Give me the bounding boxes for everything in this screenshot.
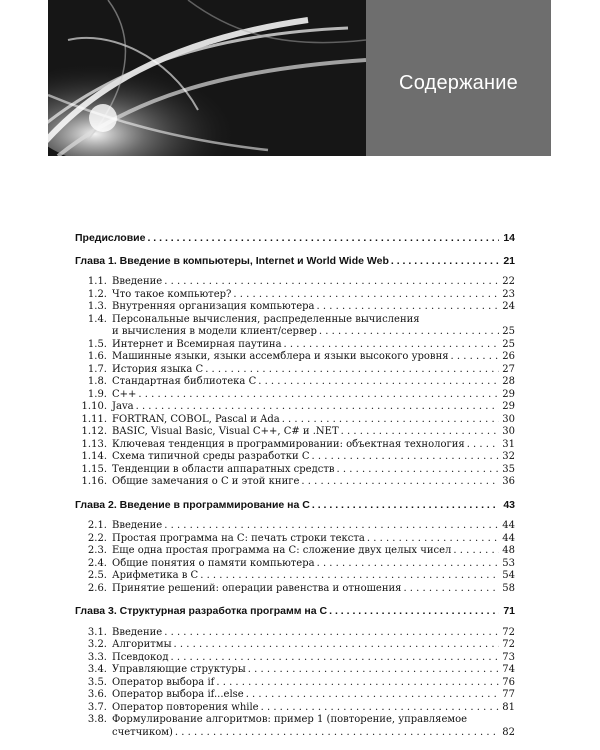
section-page-number: 23: [502, 288, 515, 300]
dot-leader: [282, 414, 499, 427]
dot-leader: [319, 326, 499, 339]
toc-section-entry[interactable]: [75, 301, 515, 314]
section-number: 3.6.: [87, 689, 107, 700]
section-title-continuation: и вычисления в модели клиент/сервер: [112, 326, 317, 337]
toc-section-entry[interactable]: [75, 451, 515, 464]
toc-section-entry[interactable]: [75, 702, 515, 715]
chapter-title: Глава 3. Структурная разработка программ на С: [75, 605, 328, 617]
section-title: Оператор повторения while: [112, 701, 259, 713]
toc-section-entry[interactable]: [75, 364, 515, 377]
section-page-number: 81: [502, 701, 515, 713]
dot-leader: [164, 627, 499, 640]
section-page-number: 26: [502, 351, 515, 362]
dot-leader: [246, 689, 499, 702]
toc-section-entry[interactable]: [75, 389, 515, 402]
dot-leader: [317, 301, 499, 314]
section-title: Оператор выбора if...else: [112, 689, 244, 700]
section-title: Введение: [112, 520, 163, 531]
section-number: 1.14.: [81, 451, 107, 462]
section-page-number: 29: [502, 401, 515, 412]
toc-section-entry[interactable]: [75, 314, 515, 327]
dot-leader: [341, 426, 499, 439]
toc-section-entry[interactable]: [75, 583, 515, 596]
toc-section-entry[interactable]: [75, 689, 515, 702]
section-title: C++: [112, 388, 137, 400]
toc-section-entry[interactable]: [75, 376, 515, 389]
section-title: Внутренняя организация компьютера: [112, 301, 315, 312]
section-page-number: 25: [502, 326, 515, 337]
section-page-number: 30: [502, 426, 515, 437]
section-title: Простая программа на С: печать строки текста: [112, 532, 365, 544]
toc-section-entry[interactable]: [75, 652, 515, 665]
section-number: 2.5.: [87, 570, 107, 581]
toc-section-entry[interactable]: [75, 664, 515, 677]
toc-section-entry[interactable]: [75, 627, 515, 640]
section-number: 3.4.: [87, 664, 107, 675]
section-number: 1.4.: [87, 313, 107, 325]
section-page-number: 82: [502, 726, 515, 738]
toc-section-entry[interactable]: [75, 351, 515, 364]
section-number: 1.6.: [87, 351, 107, 362]
section-page-number: 77: [502, 689, 515, 700]
section-page-number: 32: [502, 451, 515, 462]
dot-leader: [164, 276, 499, 289]
section-number: 1.1.: [87, 276, 107, 287]
dot-leader: [248, 664, 499, 677]
toc-section-entry[interactable]: [75, 339, 515, 352]
section-title: Java: [112, 401, 134, 412]
section-title: Общие понятия о памяти компьютера: [112, 557, 315, 569]
chapter-title: Глава 2. Введение в программирование на С: [75, 498, 310, 511]
toc-page-number: 14: [503, 232, 515, 244]
section-title: Интернет и Всемирная паутина: [112, 338, 282, 350]
section-page-number: 44: [502, 532, 515, 544]
section-title: Псевдокод: [112, 651, 169, 663]
toc-section-entry[interactable]: [75, 520, 515, 533]
toc-entry-title: Предисловие: [75, 232, 146, 244]
dot-leader: [205, 364, 499, 377]
section-title: Машинные языки, языки ассемблера и языки высокого уровня: [112, 351, 449, 362]
toc-chapter-heading[interactable]: [75, 255, 515, 268]
section-number: 1.2.: [87, 288, 107, 300]
dot-leader: [312, 499, 499, 512]
section-page-number: 74: [502, 664, 515, 675]
toc-section-entry[interactable]: [75, 533, 515, 546]
chapter-page-number: 43: [503, 498, 515, 511]
toc-chapter-heading[interactable]: [75, 605, 515, 618]
dot-leader: [337, 464, 499, 477]
section-number: 1.16.: [81, 476, 107, 487]
section-page-number: 44: [502, 520, 515, 531]
section-title: Алгоритмы: [112, 639, 172, 650]
section-number: 3.1.: [87, 626, 107, 638]
section-number: 1.10.: [81, 401, 107, 412]
toc-section-entry[interactable]: [75, 558, 515, 571]
section-title: Введение: [112, 626, 163, 638]
dot-leader: [451, 351, 499, 364]
toc-section-entry[interactable]: [75, 639, 515, 652]
section-page-number: 35: [502, 463, 515, 475]
dot-leader: [175, 727, 499, 740]
section-number: 3.7.: [87, 701, 107, 713]
toc-section-entry[interactable]: [75, 570, 515, 583]
section-page-number: 22: [502, 276, 515, 287]
table-of-contents: [75, 232, 515, 739]
section-page-number: 48: [502, 545, 515, 556]
section-number: 1.15.: [81, 463, 107, 475]
section-title: Введение: [112, 276, 163, 287]
section-page-number: 72: [502, 626, 515, 638]
section-title: Формулирование алгоритмов: пример 1 (повторение, управляемое: [112, 714, 468, 725]
toc-section-entry[interactable]: [75, 401, 515, 414]
toc-section-entry[interactable]: [75, 464, 515, 477]
section-title: Тенденции в области аппаратных средств: [112, 463, 335, 475]
section-title: Принятие решений: операции равенства и отношения: [112, 582, 402, 594]
dot-leader: [200, 570, 499, 583]
section-number: 3.5.: [87, 676, 107, 688]
toc-chapter-heading[interactable]: [75, 499, 515, 512]
section-title: Что такое компьютер?: [112, 288, 232, 300]
section-title-continuation: счетчиком): [112, 726, 173, 738]
section-page-number: 73: [502, 651, 515, 663]
section-title: Персональные вычисления, распределенные вычисления: [112, 313, 420, 325]
section-number: 2.3.: [87, 545, 107, 556]
dot-leader: [174, 639, 499, 652]
toc-section-entry[interactable]: [75, 439, 515, 452]
dot-leader: [284, 339, 499, 352]
section-page-number: 31: [502, 438, 515, 450]
section-number: 3.8.: [87, 714, 107, 725]
toc-section-continuation[interactable]: [75, 727, 515, 740]
section-title: Ключевая тенденция в программировании: объектная технология: [112, 438, 465, 450]
toc-section-entry[interactable]: [75, 545, 515, 558]
section-page-number: 24: [502, 301, 515, 312]
section-number: 1.12.: [81, 426, 107, 437]
dot-leader: [467, 439, 499, 452]
dot-leader: [317, 558, 499, 571]
dot-leader: [147, 232, 499, 245]
dot-leader: [391, 255, 499, 268]
section-page-number: 25: [502, 338, 515, 350]
dot-leader: [136, 401, 499, 414]
section-number: 2.2.: [87, 532, 107, 544]
section-number: 2.1.: [87, 520, 107, 531]
dot-leader: [367, 533, 499, 546]
dot-leader: [258, 376, 499, 389]
section-page-number: 58: [502, 582, 515, 594]
section-number: 1.3.: [87, 301, 107, 312]
chapter-page-number: 21: [503, 254, 515, 267]
page-title: Содержание: [399, 72, 518, 94]
section-title: Оператор выбора if: [112, 676, 215, 688]
section-number: 3.2.: [87, 639, 107, 650]
chapter-title: Глава 1. Введение в компьютеры, Internet и World Wide Web: [75, 254, 389, 267]
section-page-number: 54: [502, 570, 515, 581]
section-number: 1.7.: [87, 363, 107, 375]
toc-section-entry[interactable]: [75, 414, 515, 427]
section-title: Общие замечания о С и этой книге: [112, 476, 300, 487]
dot-leader: [170, 652, 499, 665]
galaxy-swirl-illustration: [48, 0, 366, 156]
dot-leader: [138, 389, 499, 402]
section-title: Стандартная библиотека С: [112, 376, 257, 387]
chapter-banner: [48, 0, 551, 156]
section-page-number: 27: [502, 363, 515, 375]
toc-preface[interactable]: [75, 232, 515, 245]
section-page-number: 30: [502, 413, 515, 425]
section-number: 1.5.: [87, 338, 107, 350]
dot-leader: [301, 476, 499, 489]
section-title: Еще одна простая программа на С: сложение двух целых чисел: [112, 545, 452, 556]
section-page-number: 36: [502, 476, 515, 487]
dot-leader: [233, 289, 499, 302]
section-number: 2.4.: [87, 557, 107, 569]
toc-section-entry[interactable]: [75, 714, 515, 727]
section-page-number: 29: [502, 388, 515, 400]
dot-leader: [261, 702, 499, 715]
toc-section-entry[interactable]: [75, 677, 515, 690]
section-title: История языка С: [112, 363, 204, 375]
section-page-number: 76: [502, 676, 515, 688]
section-page-number: 72: [502, 639, 515, 650]
section-title: Арифметика в С: [112, 570, 199, 581]
section-number: 3.3.: [87, 651, 107, 663]
dot-leader: [312, 451, 499, 464]
toc-section-entry[interactable]: [75, 426, 515, 439]
dot-leader: [216, 677, 499, 690]
section-number: 2.6.: [87, 582, 107, 594]
dot-leader: [403, 583, 499, 596]
section-number: 1.9.: [87, 388, 107, 400]
section-number: 1.13.: [81, 438, 107, 450]
section-number: 1.11.: [81, 413, 107, 425]
chapter-page-number: 71: [503, 605, 515, 617]
section-page-number: 28: [502, 376, 515, 387]
dot-leader: [329, 605, 499, 618]
toc-section-continuation[interactable]: [75, 326, 515, 339]
section-title: Управляющие структуры: [112, 664, 246, 675]
toc-section-entry[interactable]: [75, 276, 515, 289]
toc-section-entry[interactable]: [75, 289, 515, 302]
banner-title-panel: [366, 0, 551, 156]
section-title: FORTRAN, COBOL, Pascal и Ada: [112, 413, 280, 425]
section-title: Схема типичной среды разработки С: [112, 451, 310, 462]
section-page-number: 53: [502, 557, 515, 569]
toc-section-entry[interactable]: [75, 476, 515, 489]
dot-leader: [453, 545, 499, 558]
dot-leader: [164, 520, 499, 533]
section-title: BASIC, Visual Basic, Visual C++, C# и .NET: [112, 426, 339, 437]
section-number: 1.8.: [87, 376, 107, 387]
